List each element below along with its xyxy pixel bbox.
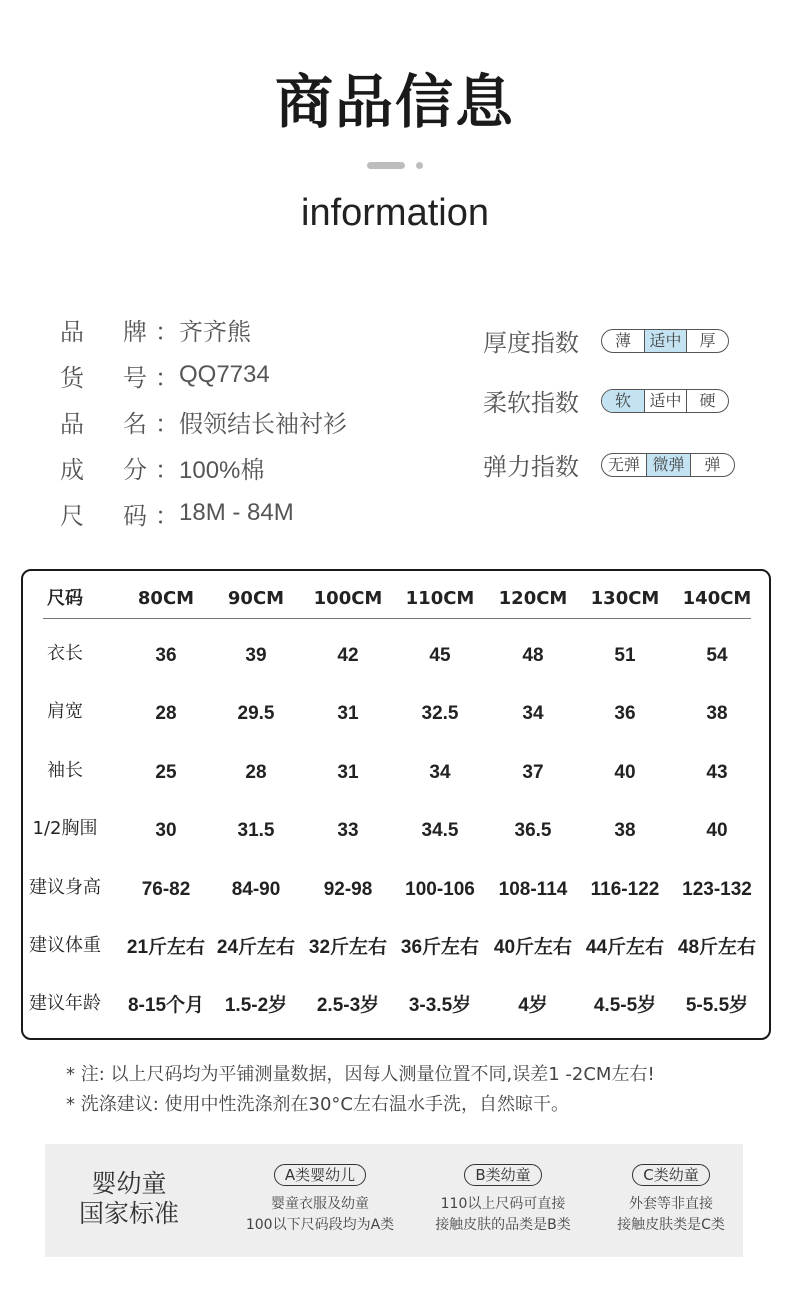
table-cell: 34 — [429, 761, 451, 783]
info-brand-row: 品 牌 ： 齐齐熊 — [60, 306, 347, 352]
table-cell: 36 — [155, 645, 177, 666]
table-cell: 1.5-2岁 — [224, 995, 288, 1017]
table-header-cell: 110CM — [405, 588, 475, 609]
info-value: 100%棉 — [179, 456, 265, 484]
table-cell: 28 — [155, 703, 177, 725]
elasticity-index-row — [483, 447, 735, 482]
softness-index-row — [483, 383, 729, 418]
class-badge: A类婴幼儿 — [274, 1164, 366, 1186]
table-cell: 25 — [155, 761, 177, 783]
table-cell: 37 — [522, 761, 544, 783]
info-value: 齐齐熊 — [179, 318, 251, 346]
table-cell: 31 — [337, 703, 359, 725]
table-cell: 36 — [614, 703, 636, 725]
table-cell: 5-5.5岁 — [685, 995, 749, 1017]
table-header-cell: 100CM — [313, 588, 383, 609]
table-row-label: 1/2胸围 — [32, 818, 98, 840]
table-cell: 34.5 — [421, 820, 459, 842]
product-info-list — [60, 306, 347, 536]
index-option: 软 — [602, 390, 644, 412]
index-label: 厚度指数 — [483, 329, 579, 357]
table-cell: 2.5-3岁 — [316, 995, 380, 1017]
info-key: 尺 码 — [60, 501, 147, 530]
info-key: 品 名 — [60, 409, 147, 438]
table-cell: 116-122 — [590, 878, 660, 900]
table-row-label: 建议年龄 — [29, 993, 101, 1015]
table-cell: 48斤左右 — [677, 937, 757, 958]
index-option: 硬 — [686, 390, 728, 412]
index-scale — [601, 329, 729, 353]
table-cell: 38 — [614, 820, 636, 842]
table-cell: 30 — [155, 820, 177, 842]
table-cell: 34 — [522, 703, 544, 725]
size-chart-table — [21, 569, 771, 1040]
table-cell: 40斤左右 — [493, 937, 573, 958]
table-cell: 43 — [706, 761, 728, 783]
table-cell: 108-114 — [498, 878, 568, 900]
index-option: 微弹 — [646, 454, 690, 476]
info-material-row: 成 分 ： 100%棉 — [60, 444, 347, 490]
table-cell: 32.5 — [421, 703, 459, 725]
info-value: 18M - 84M — [179, 499, 294, 526]
class-description: 婴童衣服及幼童 100以下尺码段均为A类 — [245, 1196, 395, 1233]
table-cell: 31 — [337, 761, 359, 783]
table-header-cell: 120CM — [498, 588, 568, 609]
table-row-label: 袖长 — [47, 759, 83, 781]
table-cell: 51 — [614, 645, 636, 666]
table-cell: 33 — [337, 820, 359, 842]
table-cell: 3-3.5岁 — [408, 995, 472, 1017]
index-scale — [601, 389, 729, 413]
table-cell: 45 — [429, 645, 451, 666]
standard-class-b — [418, 1164, 588, 1236]
info-item-no-row: 货 号 ： QQ7734 — [60, 352, 347, 398]
table-header-cell: 90CM — [227, 588, 285, 609]
table-row-label: 建议体重 — [29, 935, 101, 956]
national-standard-panel — [45, 1144, 743, 1257]
decor-dot — [416, 162, 423, 169]
info-name-row: 品 名 ： 假领结长袖衬衫 — [60, 398, 347, 444]
table-cell: 44斤左右 — [585, 937, 665, 958]
table-cell: 54 — [706, 645, 728, 666]
standard-class-c — [586, 1164, 756, 1236]
index-option: 适中 — [644, 330, 686, 352]
measure-note: * 注: 以上尺码均为平铺测量数据，因每人测量位置不同,误差1 -2CM左右! — [66, 1064, 655, 1085]
table-cell: 40 — [614, 761, 636, 783]
table-cell: 42 — [337, 645, 359, 666]
table-row-label: 肩宽 — [47, 701, 83, 723]
index-option: 弹 — [690, 454, 734, 476]
notes — [66, 1060, 655, 1120]
standard-title: 婴幼童 国家标准 — [78, 1169, 179, 1228]
table-cell: 48 — [522, 645, 544, 666]
table-cell: 4.5-5岁 — [593, 995, 657, 1017]
table-cell: 84-90 — [231, 878, 281, 900]
table-header-cell: 140CM — [682, 588, 752, 609]
class-description: 外套等非直接 接触皮肤类是C类 — [617, 1196, 725, 1233]
table-header-cell: 尺码 — [47, 588, 83, 609]
info-value: 假领结长袖衬衫 — [179, 410, 347, 438]
class-badge: B类幼童 — [464, 1164, 541, 1186]
table-cell: 92-98 — [323, 878, 373, 900]
table-cell: 31.5 — [237, 820, 275, 842]
table-cell: 29.5 — [237, 703, 275, 725]
table-cell: 123-132 — [682, 878, 752, 900]
index-scale — [601, 453, 735, 477]
info-size-row: 尺 码 ： 18M - 84M — [60, 490, 347, 536]
table-row-label: 建议身高 — [29, 876, 101, 898]
table-cell: 36.5 — [514, 820, 552, 842]
table-cell: 24斤左右 — [216, 937, 296, 958]
table-cell: 38 — [706, 703, 728, 725]
table-cell: 8-15个月 — [127, 995, 205, 1017]
page-title: 商品信息 — [274, 68, 515, 136]
index-label: 弹力指数 — [483, 453, 579, 481]
washing-note: * 洗涤建议: 使用中性洗涤剂在30°C左右温水手洗，自然晾干。 — [66, 1094, 569, 1115]
table-cell: 76-82 — [141, 878, 191, 900]
class-description: 110以上尺码可直接 接触皮肤的品类是B类 — [435, 1196, 571, 1233]
table-header-divider — [43, 618, 751, 619]
table-cell: 39 — [245, 645, 267, 666]
index-option: 适中 — [644, 390, 686, 412]
table-row-label: 衣长 — [47, 643, 83, 664]
index-option: 无弹 — [607, 454, 640, 474]
table-header-cell: 130CM — [590, 588, 660, 609]
table-cell: 40 — [706, 820, 728, 842]
table-cell: 4岁 — [518, 995, 548, 1017]
page-subtitle: information — [301, 192, 489, 234]
table-cell: 100-106 — [405, 878, 475, 900]
decor-dash — [367, 162, 405, 169]
standard-class-a — [235, 1164, 405, 1236]
class-badge: C类幼童 — [632, 1164, 709, 1186]
table-cell: 32斤左右 — [308, 937, 388, 958]
index-label: 柔软指数 — [483, 389, 579, 417]
info-key: 货 号 — [60, 363, 147, 392]
index-option: 薄 — [614, 330, 631, 350]
table-cell: 36斤左右 — [400, 937, 480, 958]
info-key: 成 分 — [60, 455, 147, 484]
info-value: QQ7734 — [179, 361, 270, 388]
table-header-cell: 80CM — [137, 588, 195, 609]
thickness-index-row — [483, 323, 729, 358]
info-key: 品 牌 — [60, 317, 147, 346]
table-cell: 28 — [245, 761, 267, 783]
table-cell: 21斤左右 — [126, 937, 206, 958]
index-option: 厚 — [686, 330, 728, 352]
